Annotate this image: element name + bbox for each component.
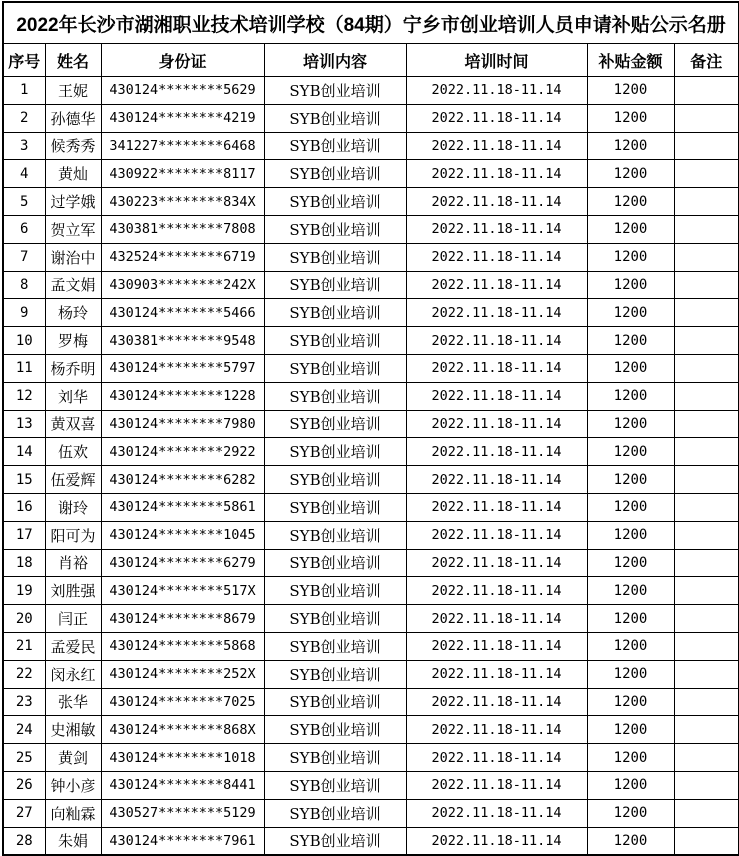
- cell-name: 阳可为: [45, 521, 101, 549]
- cell-training-content: SYB创业培训: [264, 688, 406, 716]
- cell-subsidy-amount: 1200: [587, 716, 674, 744]
- cell-training-time: 2022.11.18-11.14: [406, 410, 587, 438]
- cell-subsidy-amount: 1200: [587, 160, 674, 188]
- cell-no: 4: [3, 160, 45, 188]
- cell-id-card: 430124********1045: [101, 521, 264, 549]
- cell-id-card: 430381********9548: [101, 327, 264, 355]
- cell-name: 黄双喜: [45, 410, 101, 438]
- table-row: [3, 215, 739, 243]
- cell-subsidy-amount: 1200: [587, 827, 674, 855]
- cell-no: 7: [3, 243, 45, 271]
- cell-subsidy-amount: 1200: [587, 549, 674, 577]
- cell-training-time: 2022.11.18-11.14: [406, 188, 587, 216]
- cell-remark: [674, 466, 739, 494]
- cell-training-content: SYB创业培训: [264, 382, 406, 410]
- cell-training-content: SYB创业培训: [264, 827, 406, 855]
- cell-no: 25: [3, 744, 45, 772]
- cell-name: 刘胜强: [45, 577, 101, 605]
- cell-subsidy-amount: 1200: [587, 577, 674, 605]
- cell-subsidy-amount: 1200: [587, 215, 674, 243]
- cell-id-card: 430381********7808: [101, 215, 264, 243]
- cell-remark: [674, 688, 739, 716]
- cell-training-time: 2022.11.18-11.14: [406, 688, 587, 716]
- cell-subsidy-amount: 1200: [587, 77, 674, 105]
- cell-id-card: 430124********517X: [101, 577, 264, 605]
- cell-training-time: 2022.11.18-11.14: [406, 549, 587, 577]
- table-row: [3, 410, 739, 438]
- cell-no: 13: [3, 410, 45, 438]
- cell-training-time: 2022.11.18-11.14: [406, 215, 587, 243]
- cell-remark: [674, 299, 739, 327]
- cell-remark: [674, 549, 739, 577]
- table-row: [3, 299, 739, 327]
- cell-no: 5: [3, 188, 45, 216]
- cell-no: 9: [3, 299, 45, 327]
- table-row: [3, 327, 739, 355]
- cell-remark: [674, 799, 739, 827]
- cell-remark: [674, 354, 739, 382]
- table-row: [3, 466, 739, 494]
- cell-training-time: 2022.11.18-11.14: [406, 243, 587, 271]
- cell-id-card: 430124********5868: [101, 632, 264, 660]
- cell-subsidy-amount: 1200: [587, 299, 674, 327]
- cell-id-card: 430124********1228: [101, 382, 264, 410]
- cell-remark: [674, 771, 739, 799]
- cell-id-card: 430124********7025: [101, 688, 264, 716]
- cell-no: 6: [3, 215, 45, 243]
- cell-training-content: SYB创业培训: [264, 271, 406, 299]
- cell-training-content: SYB创业培训: [264, 327, 406, 355]
- table-row: [3, 799, 739, 827]
- cell-training-content: SYB创业培训: [264, 521, 406, 549]
- cell-training-time: 2022.11.18-11.14: [406, 271, 587, 299]
- cell-name: 闵永红: [45, 660, 101, 688]
- cell-subsidy-amount: 1200: [587, 632, 674, 660]
- cell-subsidy-amount: 1200: [587, 799, 674, 827]
- cell-remark: [674, 716, 739, 744]
- cell-training-content: SYB创业培训: [264, 493, 406, 521]
- cell-no: 23: [3, 688, 45, 716]
- table-row: [3, 354, 739, 382]
- cell-id-card: 430124********1018: [101, 744, 264, 772]
- cell-training-content: SYB创业培训: [264, 188, 406, 216]
- cell-name: 伍爱辉: [45, 466, 101, 494]
- page-title: 2022年长沙市湖湘职业技术培训学校（84期）宁乡市创业培训人员申请补贴公示名册: [3, 2, 739, 44]
- cell-name: 贺立军: [45, 215, 101, 243]
- cell-training-content: SYB创业培训: [264, 104, 406, 132]
- cell-training-time: 2022.11.18-11.14: [406, 77, 587, 105]
- table-row: [3, 688, 739, 716]
- cell-id-card: 430527********5129: [101, 799, 264, 827]
- cell-training-content: SYB创业培训: [264, 799, 406, 827]
- cell-id-card: 430922********8117: [101, 160, 264, 188]
- cell-no: 24: [3, 716, 45, 744]
- cell-no: 2: [3, 104, 45, 132]
- header-training-content: 培训内容: [264, 44, 406, 77]
- cell-training-content: SYB创业培训: [264, 410, 406, 438]
- cell-training-content: SYB创业培训: [264, 744, 406, 772]
- cell-id-card: 430124********8441: [101, 771, 264, 799]
- cell-training-content: SYB创业培训: [264, 243, 406, 271]
- cell-name: 钟小彦: [45, 771, 101, 799]
- cell-name: 朱娟: [45, 827, 101, 855]
- cell-no: 3: [3, 132, 45, 160]
- table-row: [3, 160, 739, 188]
- header-id-card: 身份证: [101, 44, 264, 77]
- table-row: [3, 77, 739, 105]
- cell-name: 向籼霖: [45, 799, 101, 827]
- header-name: 姓名: [45, 44, 101, 77]
- cell-no: 19: [3, 577, 45, 605]
- cell-subsidy-amount: 1200: [587, 771, 674, 799]
- cell-training-time: 2022.11.18-11.14: [406, 299, 587, 327]
- cell-training-time: 2022.11.18-11.14: [406, 716, 587, 744]
- cell-subsidy-amount: 1200: [587, 104, 674, 132]
- cell-training-content: SYB创业培训: [264, 549, 406, 577]
- cell-id-card: 430124********4219: [101, 104, 264, 132]
- table-row: [3, 382, 739, 410]
- cell-remark: [674, 438, 739, 466]
- cell-subsidy-amount: 1200: [587, 744, 674, 772]
- cell-training-content: SYB创业培训: [264, 77, 406, 105]
- cell-training-content: SYB创业培训: [264, 716, 406, 744]
- table-row: [3, 438, 739, 466]
- cell-training-time: 2022.11.18-11.14: [406, 160, 587, 188]
- cell-id-card: 430124********5861: [101, 493, 264, 521]
- cell-training-time: 2022.11.18-11.14: [406, 132, 587, 160]
- title-row: [3, 2, 739, 44]
- cell-training-content: SYB创业培训: [264, 299, 406, 327]
- cell-name: 张华: [45, 688, 101, 716]
- cell-training-content: SYB创业培训: [264, 577, 406, 605]
- cell-no: 17: [3, 521, 45, 549]
- cell-remark: [674, 77, 739, 105]
- cell-training-content: SYB创业培训: [264, 215, 406, 243]
- cell-subsidy-amount: 1200: [587, 438, 674, 466]
- cell-remark: [674, 243, 739, 271]
- cell-training-content: SYB创业培训: [264, 605, 406, 633]
- cell-no: 18: [3, 549, 45, 577]
- cell-training-time: 2022.11.18-11.14: [406, 799, 587, 827]
- table-body: [3, 77, 739, 856]
- cell-training-time: 2022.11.18-11.14: [406, 660, 587, 688]
- header-no: 序号: [3, 44, 45, 77]
- cell-name: 伍欢: [45, 438, 101, 466]
- cell-id-card: 430124********7961: [101, 827, 264, 855]
- cell-training-time: 2022.11.18-11.14: [406, 327, 587, 355]
- cell-subsidy-amount: 1200: [587, 521, 674, 549]
- cell-name: 王妮: [45, 77, 101, 105]
- cell-name: 杨乔明: [45, 354, 101, 382]
- cell-remark: [674, 410, 739, 438]
- cell-subsidy-amount: 1200: [587, 188, 674, 216]
- cell-training-time: 2022.11.18-11.14: [406, 104, 587, 132]
- cell-name: 闫正: [45, 605, 101, 633]
- cell-no: 20: [3, 605, 45, 633]
- cell-no: 8: [3, 271, 45, 299]
- cell-subsidy-amount: 1200: [587, 605, 674, 633]
- cell-subsidy-amount: 1200: [587, 493, 674, 521]
- cell-training-content: SYB创业培训: [264, 660, 406, 688]
- cell-name: 肖裕: [45, 549, 101, 577]
- table-row: [3, 243, 739, 271]
- cell-id-card: 430903********242X: [101, 271, 264, 299]
- cell-remark: [674, 132, 739, 160]
- cell-name: 罗梅: [45, 327, 101, 355]
- cell-subsidy-amount: 1200: [587, 660, 674, 688]
- cell-training-time: 2022.11.18-11.14: [406, 577, 587, 605]
- table-row: [3, 827, 739, 855]
- cell-training-content: SYB创业培训: [264, 438, 406, 466]
- cell-id-card: 430124********8679: [101, 605, 264, 633]
- cell-training-time: 2022.11.18-11.14: [406, 382, 587, 410]
- cell-remark: [674, 188, 739, 216]
- cell-training-time: 2022.11.18-11.14: [406, 632, 587, 660]
- cell-training-time: 2022.11.18-11.14: [406, 744, 587, 772]
- cell-name: 谢玲: [45, 493, 101, 521]
- table-row: [3, 744, 739, 772]
- cell-id-card: 430124********5466: [101, 299, 264, 327]
- cell-id-card: 341227********6468: [101, 132, 264, 160]
- table-row: [3, 605, 739, 633]
- cell-id-card: 430124********7980: [101, 410, 264, 438]
- cell-no: 15: [3, 466, 45, 494]
- cell-subsidy-amount: 1200: [587, 271, 674, 299]
- cell-id-card: 430223********834X: [101, 188, 264, 216]
- cell-name: 黄剑: [45, 744, 101, 772]
- cell-no: 26: [3, 771, 45, 799]
- cell-training-content: SYB创业培训: [264, 466, 406, 494]
- cell-name: 过学娥: [45, 188, 101, 216]
- cell-id-card: 430124********868X: [101, 716, 264, 744]
- cell-id-card: 430124********252X: [101, 660, 264, 688]
- cell-training-time: 2022.11.18-11.14: [406, 771, 587, 799]
- cell-name: 孙德华: [45, 104, 101, 132]
- cell-name: 候秀秀: [45, 132, 101, 160]
- cell-subsidy-amount: 1200: [587, 327, 674, 355]
- cell-no: 22: [3, 660, 45, 688]
- cell-remark: [674, 382, 739, 410]
- cell-training-time: 2022.11.18-11.14: [406, 521, 587, 549]
- table-row: [3, 104, 739, 132]
- cell-remark: [674, 327, 739, 355]
- cell-training-time: 2022.11.18-11.14: [406, 438, 587, 466]
- cell-training-time: 2022.11.18-11.14: [406, 827, 587, 855]
- cell-remark: [674, 215, 739, 243]
- cell-remark: [674, 521, 739, 549]
- cell-training-content: SYB创业培训: [264, 771, 406, 799]
- cell-no: 14: [3, 438, 45, 466]
- header-remark: 备注: [674, 44, 739, 77]
- cell-no: 10: [3, 327, 45, 355]
- table-row: [3, 577, 739, 605]
- cell-remark: [674, 660, 739, 688]
- cell-no: 27: [3, 799, 45, 827]
- cell-no: 11: [3, 354, 45, 382]
- cell-remark: [674, 104, 739, 132]
- table-row: [3, 521, 739, 549]
- cell-id-card: 430124********5629: [101, 77, 264, 105]
- cell-no: 16: [3, 493, 45, 521]
- cell-id-card: 430124********5797: [101, 354, 264, 382]
- cell-subsidy-amount: 1200: [587, 243, 674, 271]
- table-row: [3, 493, 739, 521]
- cell-name: 黄灿: [45, 160, 101, 188]
- cell-id-card: 430124********6282: [101, 466, 264, 494]
- cell-remark: [674, 493, 739, 521]
- cell-name: 刘华: [45, 382, 101, 410]
- cell-training-time: 2022.11.18-11.14: [406, 354, 587, 382]
- cell-name: 杨玲: [45, 299, 101, 327]
- cell-id-card: 432524********6719: [101, 243, 264, 271]
- header-training-time: 培训时间: [406, 44, 587, 77]
- cell-remark: [674, 605, 739, 633]
- table-row: [3, 549, 739, 577]
- cell-name: 史湘敏: [45, 716, 101, 744]
- cell-no: 1: [3, 77, 45, 105]
- cell-name: 孟爱民: [45, 632, 101, 660]
- cell-no: 28: [3, 827, 45, 855]
- cell-training-content: SYB创业培训: [264, 354, 406, 382]
- header-subsidy-amount: 补贴金额: [587, 44, 674, 77]
- table-row: [3, 188, 739, 216]
- cell-training-content: SYB创业培训: [264, 160, 406, 188]
- subsidy-roster-table: [2, 1, 739, 856]
- table-row: [3, 771, 739, 799]
- cell-training-time: 2022.11.18-11.14: [406, 493, 587, 521]
- cell-no: 21: [3, 632, 45, 660]
- table-row: [3, 271, 739, 299]
- cell-id-card: 430124********6279: [101, 549, 264, 577]
- cell-remark: [674, 271, 739, 299]
- cell-subsidy-amount: 1200: [587, 688, 674, 716]
- table-row: [3, 660, 739, 688]
- cell-training-time: 2022.11.18-11.14: [406, 605, 587, 633]
- cell-remark: [674, 744, 739, 772]
- table-row: [3, 632, 739, 660]
- cell-subsidy-amount: 1200: [587, 410, 674, 438]
- cell-name: 孟文娟: [45, 271, 101, 299]
- cell-training-content: SYB创业培训: [264, 632, 406, 660]
- cell-training-time: 2022.11.18-11.14: [406, 466, 587, 494]
- cell-id-card: 430124********2922: [101, 438, 264, 466]
- cell-subsidy-amount: 1200: [587, 382, 674, 410]
- cell-remark: [674, 632, 739, 660]
- cell-subsidy-amount: 1200: [587, 466, 674, 494]
- cell-remark: [674, 160, 739, 188]
- table-row: [3, 132, 739, 160]
- cell-subsidy-amount: 1200: [587, 132, 674, 160]
- cell-remark: [674, 577, 739, 605]
- table-row: [3, 716, 739, 744]
- cell-subsidy-amount: 1200: [587, 354, 674, 382]
- cell-remark: [674, 827, 739, 855]
- cell-training-content: SYB创业培训: [264, 132, 406, 160]
- cell-name: 谢治中: [45, 243, 101, 271]
- cell-no: 12: [3, 382, 45, 410]
- table-header-row: [3, 44, 739, 77]
- roster-sheet: [2, 1, 738, 856]
